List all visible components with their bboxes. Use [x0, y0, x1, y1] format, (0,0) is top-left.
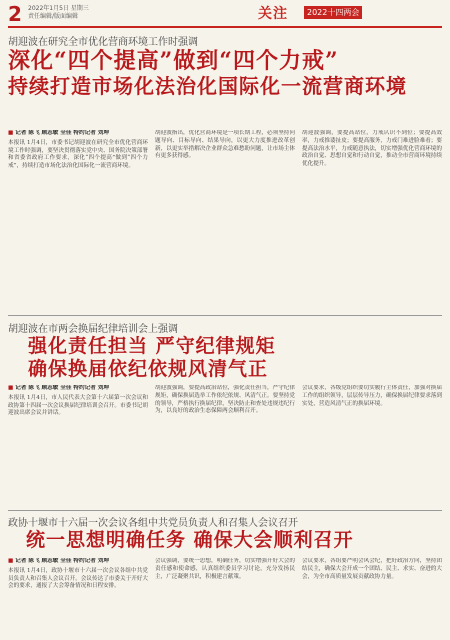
article-3-kicker: 政协十堰市十六届一次会议各组中共党员负责人和召集人会议召开 — [8, 518, 298, 529]
article-1-col-2 — [155, 130, 295, 310]
section-tag: 2022十四两会 — [304, 6, 362, 19]
masthead — [0, 0, 450, 30]
article-3-col-2 — [155, 558, 295, 636]
article-1-body — [8, 130, 442, 310]
article-1-col-3 — [302, 130, 442, 310]
article-2-headline-2: 确保换届依纪依规风清气正 — [28, 358, 269, 380]
article-1-header — [8, 33, 442, 98]
article-1-paragraph: 胡迎波强调，要提高站位，力戒认识不到位；要提高效率，力戒推诿扯皮；要提高服务，力戒门难进脸难看；要提高法治水平，力戒随意执法，切实增强优化营商环境的政治自觉、思想自觉和行动自觉，推动全市营商环境持续优化提升。 — [302, 130, 442, 168]
article-1-headline-1: 深化“四个提高”做到“四个力戒” — [8, 48, 339, 74]
page-number: 2 — [8, 2, 22, 26]
article-2-kicker: 胡迎波在市两会换届纪律培训会上强调 — [8, 324, 178, 335]
article-2-paragraph: 胡迎波强调，要提高政治站位，强化责任担当，严守纪律规矩，确保换届选举工作依纪依规、风清气正。要坚持党的领导，严格执行换届纪律，坚决防止和查处违规违纪行为，以良好的政治生态保障两会顺利召开。 — [155, 385, 295, 415]
article-1-byline: ■ 记者 陈飞 顾志敏 全佳 特约记者 刘坤 — [8, 130, 148, 138]
article-3-header — [8, 514, 442, 552]
article-2-col-2 — [155, 385, 295, 505]
divider — [8, 510, 442, 511]
article-3-byline: ■ 记者 陈飞 顾志敏 全佳 特约记者 刘坤 — [8, 558, 148, 566]
article-1-paragraph: 本报讯 1月4日，市委书记胡迎波在研究全市优化营商环境工作时强调，要坚决贯彻落实党中央、国务院决策部署和省委省政府工作要求，深化“四个提高”做到“四个力戒”，持续打造市场化法治化国际化一流营商环境。 — [8, 139, 148, 170]
article-3-paragraph: 会议强调，要统一思想，明确任务，切实增强开好大会的责任感和使命感，认真组织委员学习讨论，充分发扬民主，广泛凝聚共识，积极建言献策。 — [155, 558, 295, 580]
article-3-col-3 — [302, 558, 442, 636]
article-1-headline-2: 持续打造市场化法治化国际化一流营商环境 — [8, 74, 407, 98]
article-1-col-1 — [8, 130, 148, 310]
article-2-col-1 — [8, 385, 148, 505]
article-1-kicker: 胡迎波在研究全市优化营商环境工作时强调 — [8, 37, 198, 48]
article-3-col-1 — [8, 558, 148, 636]
article-3-headline: 统一思想明确任务 确保大会顺利召开 — [26, 529, 354, 551]
article-2-header — [8, 320, 442, 381]
article-3-paragraph: 本报讯 1月4日，政协十堰市十六届一次会议各组中共党员负责人和召集人会议召开。会议传达了市委关于开好大会的要求，通报了大会筹备情况和日程安排。 — [8, 567, 148, 590]
article-2-headline-1: 强化责任担当 严守纪律规矩 — [28, 335, 276, 357]
article-2-paragraph: 会议要求，各级党组织要切实履行主体责任，加强对换届工作的组织领导，层层传导压力，确保换届纪律要求落到实处，营造风清气正的换届环境。 — [302, 385, 442, 407]
article-2-col-3 — [302, 385, 442, 505]
article-3-body — [8, 558, 442, 636]
top-rule — [8, 26, 442, 28]
article-3-paragraph: 会议要求，各组要严明会风会纪，把好政治方向，坚持团结民主，确保大会开成一个团结、民主、求实、奋进的大会，为全市高质量发展贡献政协力量。 — [302, 558, 442, 580]
article-2-body — [8, 385, 442, 505]
date-line: 2022年1月5日 星期三 责任编辑/版面编辑 — [28, 5, 89, 20]
article-1-paragraph: 胡迎波指出，优化营商环境是一项长期工程，必须坚持问题导向、目标导向、结果导向，以更大力度推进改革创新，以更实举措解决企业群众急难愁盼问题，让市场主体有更多获得感。 — [155, 130, 295, 160]
article-2-paragraph: 本报讯 1月4日，市人民代表大会第十六届第一次会议和政协第十四届一次会议换届纪律培训会召开。市委书记胡迎波出席会议并讲话。 — [8, 394, 148, 417]
brand-logo: 关注 — [258, 6, 288, 22]
divider — [8, 315, 442, 316]
article-2-byline: ■ 记者 陈飞 顾志敏 全佳 特约记者 刘坤 — [8, 385, 148, 393]
